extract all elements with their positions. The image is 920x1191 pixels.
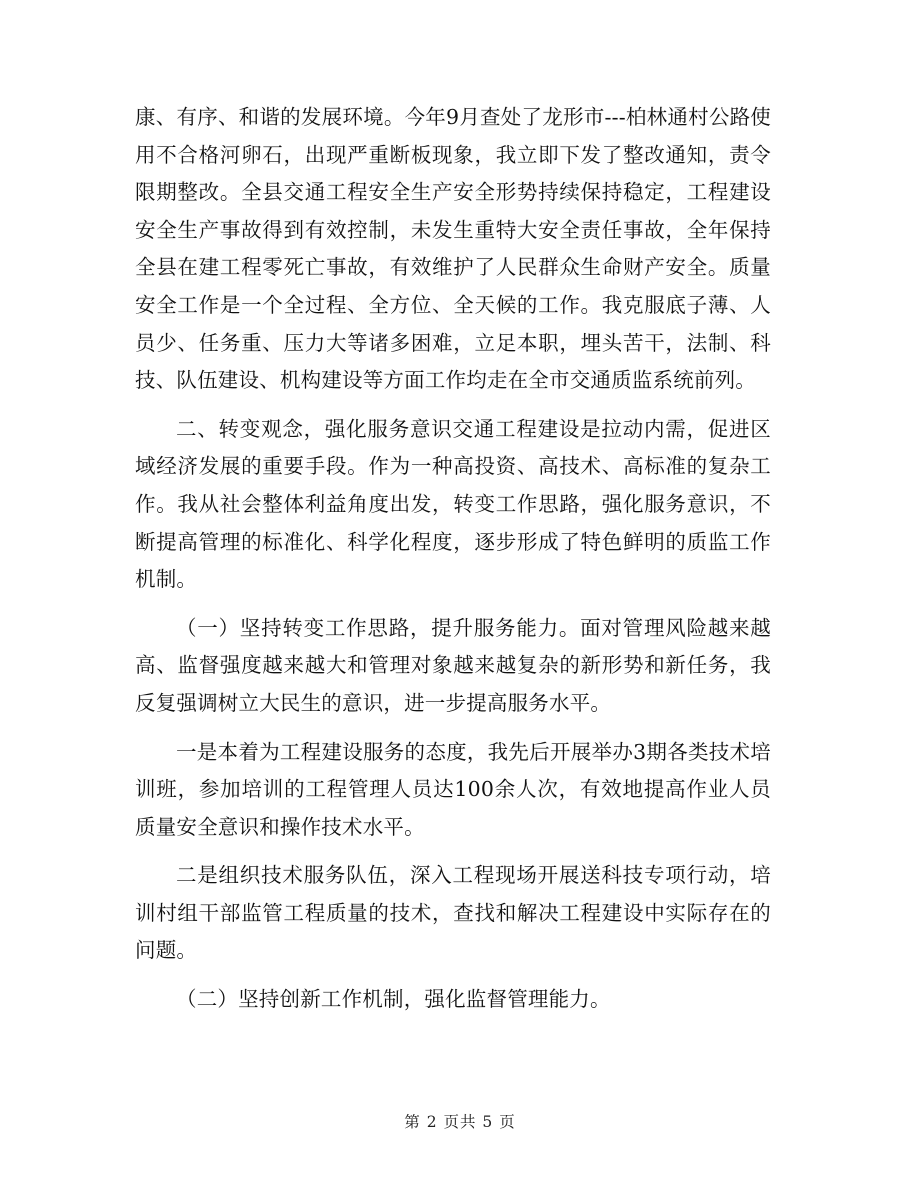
document-body xyxy=(135,99,771,1019)
paragraph-subsection-two: （二）坚持创新工作机制，强化监督管理能力。 xyxy=(176,987,611,1012)
paragraph-subsection-one: （一）坚持转变工作思路，提升服务能力。面对管理风险越来越高、监督强度越来越大和管理对象越来越复杂的新形势和新任务，我反复强调树立大民生的意识，进一步提高服务水平。 xyxy=(135,615,771,715)
paragraph-section-two: 二、转变观念，强化服务意识交通工程建设是拉动内需，促进区域经济发展的重要手段。作为一种高投资、高技术、高标准的复杂工作。我从社会整体利益角度出发，转变工作思路，强化服务意识，不断提高管理的标准化、科学化程度，逐步形成了特色鲜明的质监工作机制。 xyxy=(135,416,771,592)
page-number-footer: 第 2 页共 5 页 xyxy=(404,1113,516,1131)
paragraph-continuation: 康、有序、和谐的发展环境。今年9月查处了龙形市---柏林通村公路使用不合格河卵石，出现严重断板现象，我立即下发了整改通知，责令限期整改。全县交通工程安全生产安全形势持续保持稳定，工程建设安全生产事故得到有效控制，未发生重特大安全责任事故，全年保持全县在建工程零死亡事故，有效维护了人民群众生命财产安全。质量安全工作是一个全过程、全方位、全天候的工作。我克服底子薄、人员少、任务重、压力大等诸多困难，立足本职，埋头苦干，法制、科技、队伍建设、机构建设等方面工作均走在全市交通质监系统前列。 xyxy=(135,105,771,393)
paragraph-point-one: 一是本着为工程建设服务的态度，我先后开展举办3期各类技术培训班，参加培训的工程管理人员达100余人次，有效地提高作业人员质量安全意识和操作技术水平。 xyxy=(135,739,771,839)
paragraph-point-two: 二是组织技术服务队伍，深入工程现场开展送科技专项行动，培训村组干部监管工程质量的技术，查找和解决工程建设中实际存在的问题。 xyxy=(135,863,771,963)
